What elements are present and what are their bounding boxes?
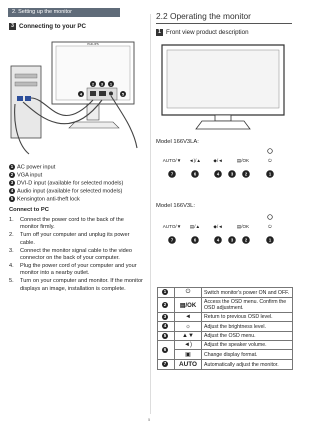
power-led bbox=[268, 149, 273, 154]
port-legend bbox=[9, 164, 144, 204]
svg-text:3: 3 bbox=[100, 81, 104, 87]
legend-item: 5 Kensington anti-theft lock bbox=[10, 196, 80, 203]
key-number: 7 bbox=[170, 171, 174, 177]
key-number: 3 bbox=[230, 237, 234, 243]
svg-text:4: 4 bbox=[79, 91, 83, 97]
key-number: 4 bbox=[216, 171, 220, 177]
legend-item: 2 VGA input bbox=[10, 172, 43, 179]
list-item: 4. Plug the power cord of your computer and your monitor into a nearby outlet. bbox=[9, 262, 137, 277]
key-label: AUTO/▼ bbox=[162, 158, 182, 163]
key-number: 7 bbox=[170, 237, 174, 243]
key-number: 3 bbox=[230, 171, 234, 177]
key-number: 4 bbox=[216, 237, 220, 243]
key-label: ▤/OK bbox=[236, 158, 250, 163]
front-view-heading: 1 Front view product description bbox=[156, 29, 249, 36]
list-item: 3. Connect the monitor signal cable to the video connector on the back of your computer. bbox=[9, 247, 132, 262]
list-item: 1. Connect the power cord to the back of the monitor firmly. bbox=[9, 217, 124, 231]
section-number: 3 bbox=[9, 23, 16, 30]
svg-text:5: 5 bbox=[121, 91, 125, 97]
menu-ok-icon: ▤/OK bbox=[175, 298, 202, 313]
list-item: 2. Turn off your computer and unplug its power cable. bbox=[9, 232, 130, 246]
model-b-label: Model 166V3L: bbox=[156, 203, 195, 209]
model-a-button-panel bbox=[160, 148, 290, 190]
key-label: ▤/OK bbox=[236, 224, 250, 229]
connecting-heading: 3 Connecting to your PC bbox=[9, 23, 86, 30]
table-row: 4 ☼ Adjust the brightness level. bbox=[158, 322, 293, 331]
auto-icon: AUTO bbox=[175, 360, 202, 370]
display-format-icon: ▣ bbox=[175, 350, 202, 360]
key-number: 6 bbox=[193, 171, 197, 177]
power-led bbox=[268, 215, 273, 220]
key-number: 1 bbox=[268, 237, 272, 243]
speaker-icon: ◄) bbox=[175, 341, 202, 350]
key-label: ◆/◄ bbox=[213, 224, 223, 229]
key-number: 1 bbox=[268, 171, 272, 177]
legend-item: 4 Audio input (available for selected models) bbox=[10, 188, 123, 195]
key-label: ⏻ bbox=[268, 224, 272, 229]
key-label: ▤/▲ bbox=[189, 224, 201, 229]
power-icon: ⏻ bbox=[175, 288, 202, 298]
svg-text:1: 1 bbox=[109, 81, 113, 87]
monitor-brand: PHILIPS bbox=[87, 42, 99, 46]
table-row: 1 ⏻ Switch monitor's power ON and OFF. bbox=[158, 288, 293, 298]
back-arrow-icon: ◄ bbox=[175, 313, 202, 322]
up-down-arrows-icon: ▲▼ bbox=[175, 331, 202, 340]
key-label: AUTO/▼ bbox=[162, 224, 182, 229]
svg-text:2: 2 bbox=[91, 81, 95, 87]
key-number: 6 bbox=[193, 237, 197, 243]
list-item: 5. Turn on your computer and monitor. If the monitor displays an image, installation is complete. bbox=[9, 278, 143, 292]
key-label: ◆/◄ bbox=[213, 158, 223, 163]
column-divider bbox=[150, 14, 151, 414]
monitor-front-illustration bbox=[158, 41, 288, 131]
button-function-table bbox=[157, 287, 293, 370]
connection-steps bbox=[9, 217, 144, 294]
key-label: ⏻ bbox=[268, 158, 272, 163]
connect-to-pc-heading: Connect to PC bbox=[9, 207, 49, 213]
section-rule bbox=[156, 23, 292, 24]
table-row: 6 ◄) Adjust the speaker volume. bbox=[158, 341, 293, 350]
legend-item: 3 DVI-D input (available for selected models) bbox=[10, 180, 124, 187]
brightness-icon: ☼ bbox=[175, 322, 202, 331]
table-row: 5 ▲▼ Adjust the OSD menu. bbox=[158, 331, 293, 340]
model-b-button-panel bbox=[160, 214, 290, 256]
chapter-header: 2. Setting up the monitor bbox=[8, 8, 120, 17]
table-row: 7 AUTO Automatically adjust the monitor. bbox=[158, 360, 293, 370]
table-row: ▣ Change display format. bbox=[158, 350, 293, 360]
section-title: 2.2 Operating the monitor bbox=[156, 11, 251, 21]
key-number: 2 bbox=[244, 171, 248, 177]
key-label: ◄)/▲ bbox=[189, 158, 201, 163]
legend-item: 1 AC power input bbox=[10, 164, 56, 171]
table-row: 2 ▤/OK Access the OSD menu. Confirm the OSD adjustment. bbox=[158, 298, 293, 313]
rear-connection-diagram bbox=[9, 36, 144, 158]
model-a-label: Model 166V3LA: bbox=[156, 139, 199, 145]
key-number: 2 bbox=[244, 237, 248, 243]
table-row: 3 ◄ Return to previous OSD level. bbox=[158, 313, 293, 322]
page-number: 5 bbox=[148, 417, 151, 422]
